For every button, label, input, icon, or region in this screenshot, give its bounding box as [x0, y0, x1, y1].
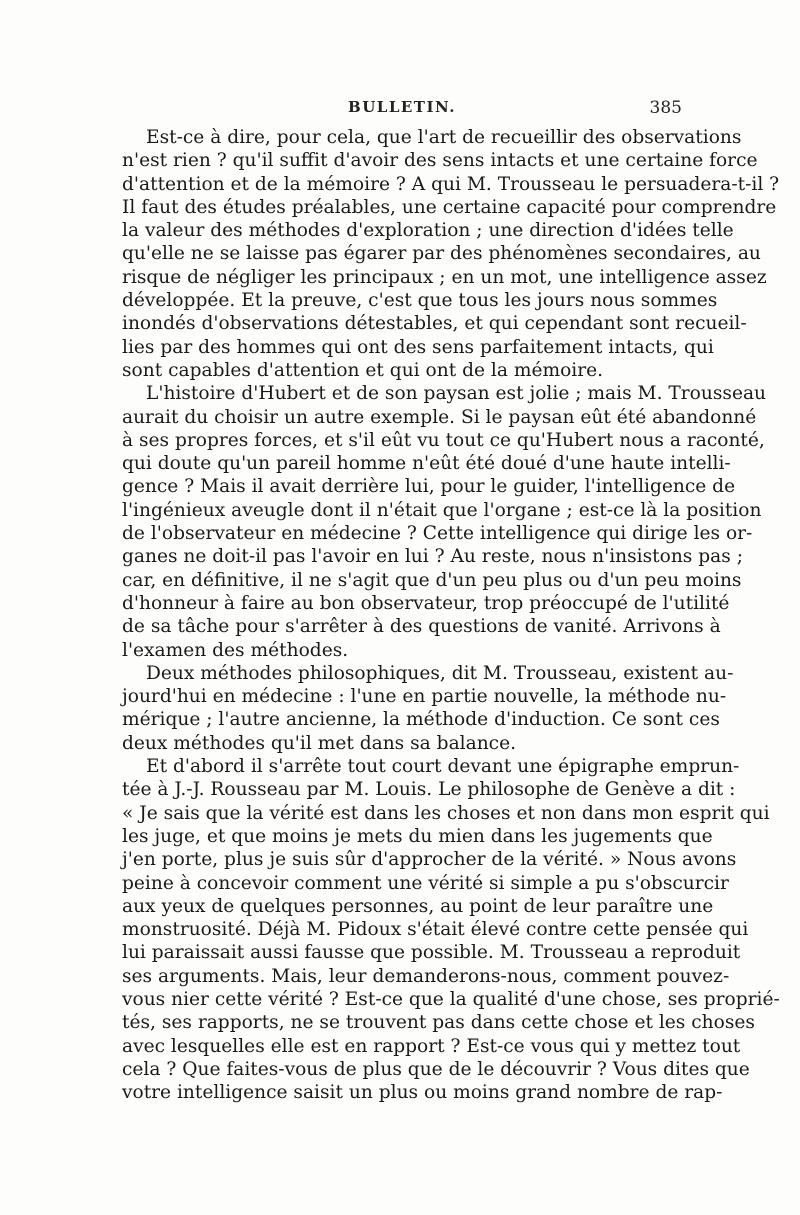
text-line: monstruosité. Déjà M. Pidoux s'était élevé contre cette pensée qui — [122, 919, 749, 941]
text-line: vous nier cette vérité ? Est-ce que la qualité d'une chose, ses proprié- — [122, 988, 780, 1010]
text-line: tés, ses rapports, ne se trouvent pas dans cette chose et les choses — [122, 1012, 755, 1034]
text-line: car, en définitive, il ne s'agit que d'un peu plus ou d'un peu moins — [122, 569, 742, 591]
text-line: L'histoire d'Hubert et de son paysan est jolie ; mais M. Trousseau — [146, 383, 767, 405]
text-line: lui paraissait aussi fausse que possible. M. Trousseau a reproduit — [122, 942, 741, 964]
text-line: avec lesquelles elle est en rapport ? Est-ce vous qui y mettez tout — [122, 1035, 741, 1057]
text-line: à ses propres forces, et s'il eût vu tout ce qu'Hubert nous a raconté, — [122, 429, 765, 451]
text-line: j'en porte, plus je suis sûr d'approcher de la vérité. » Nous avons — [122, 849, 737, 871]
text-line: Deux méthodes philosophiques, dit M. Trousseau, existent au- — [146, 662, 734, 684]
text-line: d'honneur à faire au bon observateur, trop préoccupé de l'utilité — [122, 592, 730, 614]
text-line: tée à J.-J. Rousseau par M. Louis. Le philosophe de Genève a dit : — [122, 779, 736, 801]
text-line: risque de négliger les principaux ; en un mot, une intelligence assez — [122, 266, 767, 288]
text-line: ses arguments. Mais, leur demanderons-nous, comment pouvez- — [122, 965, 730, 987]
text-line: Et d'abord il s'arrête tout court devant une épigraphe emprun- — [146, 756, 740, 778]
text-line: gence ? Mais il avait derrière lui, pour le guider, l'intelligence de — [122, 476, 736, 498]
text-line: jourd'hui en médecine : l'une en partie nouvelle, la méthode nu- — [122, 686, 727, 708]
text-line: inondés d'observations détestables, et qui cependant sont recueil- — [122, 313, 747, 335]
text-line: cela ? Que faites-vous de plus que de le découvrir ? Vous dites que — [122, 1058, 750, 1080]
text-line: les juge, et que moins je mets du mien dans les jugements que — [122, 825, 713, 847]
text-line: la valeur des méthodes d'exploration ; une direction d'idées telle — [122, 220, 734, 242]
page-number: 385 — [649, 98, 682, 118]
text-line: « Je sais que la vérité est dans les choses et non dans mon esprit qui — [122, 802, 770, 824]
text-line: d'attention et de la mémoire ? A qui M. Trousseau le persuadera-t-il ? — [122, 173, 780, 195]
text-line: de l'observateur en médecine ? Cette intelligence qui dirige les or- — [122, 523, 753, 545]
text-line: sont capables d'attention et qui ont de la mémoire. — [122, 359, 604, 381]
text-line: mérique ; l'autre ancienne, la méthode d'induction. Ce sont ces — [122, 709, 720, 731]
running-title: BULLETIN. — [348, 98, 456, 116]
text-line: n'est rien ? qu'il suffit d'avoir des sens intacts et une certaine force — [122, 150, 758, 172]
page-header — [122, 98, 682, 122]
text-line: Est-ce à dire, pour cela, que l'art de recueillir des observations — [146, 127, 742, 148]
text-line: qu'elle ne se laisse pas égarer par des phénomènes secondaires, au — [122, 243, 761, 265]
text-line: qui doute qu'un pareil homme n'eût été doué d'une haute intelli- — [122, 453, 731, 475]
text-line: ganes ne doit-il pas l'avoir en lui ? Au reste, nous n'insistons pas ; — [122, 546, 743, 568]
text-line: lies par des hommes qui ont des sens parfaitement intacts, qui — [122, 336, 714, 358]
text-line: peine à concevoir comment une vérité si simple a pu s'obscurcir — [122, 872, 729, 894]
text-line: aux yeux de quelques personnes, au point de leur paraître une — [122, 895, 714, 917]
text-line: de sa tâche pour s'arrêter à des questions de vanité. Arrivons à — [122, 616, 721, 638]
body-text — [122, 126, 780, 1104]
text-line: aurait du choisir un autre exemple. Si le paysan eût été abandonné — [122, 406, 757, 428]
text-line: l'examen des méthodes. — [122, 639, 349, 661]
text-line: deux méthodes qu'il met dans sa balance. — [122, 732, 517, 754]
text-line: l'ingénieux aveugle dont il n'était que l'organe ; est-ce là la position — [122, 499, 762, 521]
text-line: votre intelligence saisit un plus ou moins grand nombre de rap- — [122, 1082, 723, 1104]
text-line: développée. Et la preuve, c'est que tous les jours nous sommes — [122, 290, 718, 312]
text-line: Il faut des études préalables, une certaine capacité pour comprendre — [122, 196, 777, 218]
